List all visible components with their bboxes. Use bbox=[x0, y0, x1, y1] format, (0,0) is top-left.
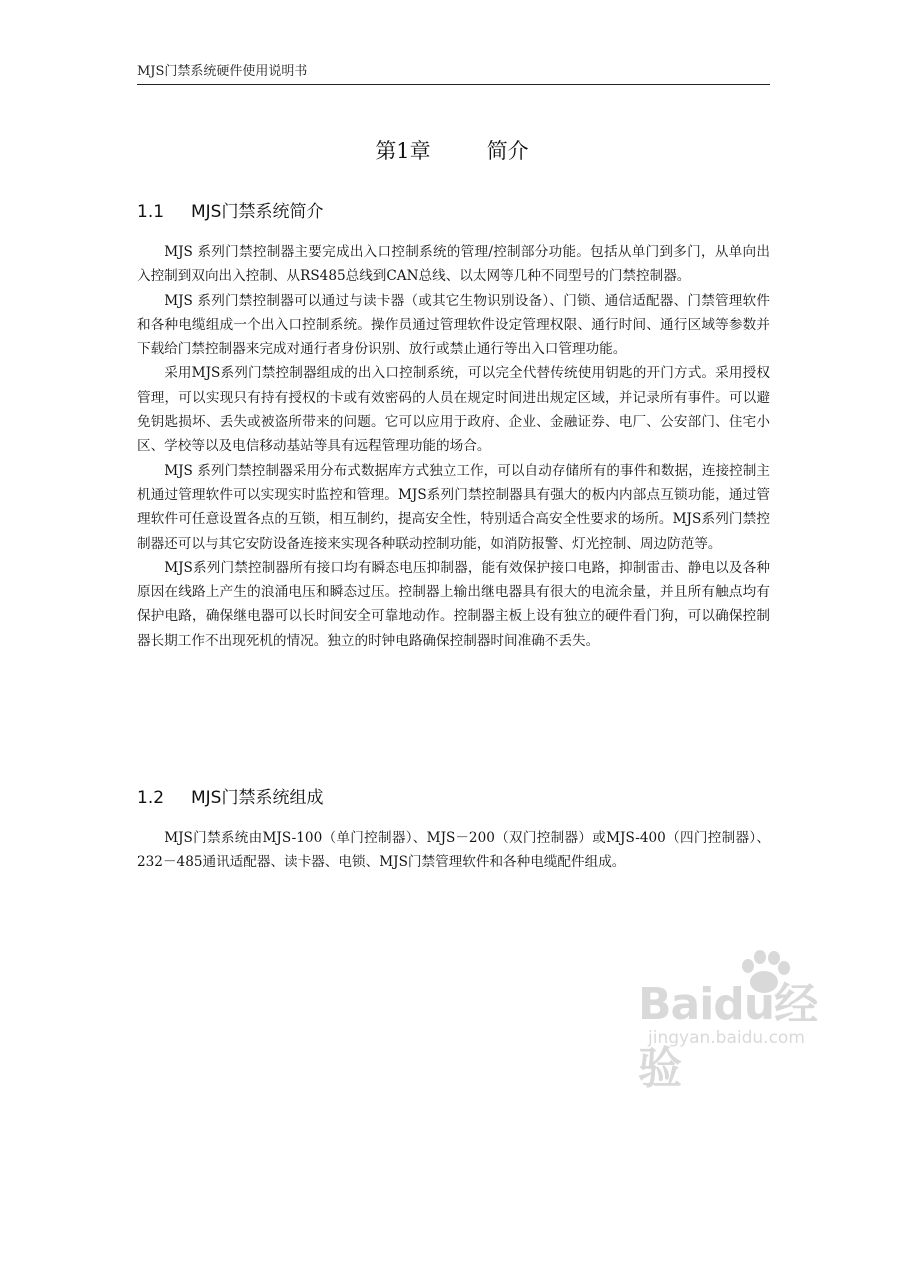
paragraph: MJS 系列门禁控制器主要完成出入口控制系统的管理/控制部分功能。包括从单门到多门，从单向出入控制到双向出入控制、从RS485总线到CAN总线、以太网等几种不同型号的门禁控制器。 bbox=[137, 244, 770, 285]
running-header: MJS门禁系统硬件使用说明书 bbox=[137, 64, 308, 79]
section-number: 1.1 bbox=[137, 202, 165, 222]
section-heading-1-1 bbox=[137, 200, 777, 224]
paragraph: MJS 系列门禁控制器采用分布式数据库方式独立工作，可以自动存储所有的事件和数据，连接控制主机通过管理软件可以实现实时监控和管理。MJS系列门禁控制器具有强大的板内内部点互锁功能，通过管理软件可任意设置各点的互锁，相互制约，提高安全性，特别适合高安全性要求的场所。MJS系列门禁控制器还可以与其它安防设备连接来实现各种联动控制功能，如消防报警、灯光控制、周边防范等。 bbox=[137, 462, 770, 552]
section-number: 1.2 bbox=[137, 788, 165, 808]
baidu-watermark bbox=[638, 948, 848, 1094]
section-1-1-body bbox=[137, 240, 770, 653]
watermark-logo: Baidu经验 bbox=[638, 979, 818, 1094]
section-title: MJS门禁系统简介 bbox=[191, 202, 324, 222]
paragraph: 采用MJS系列门禁控制器组成的出入口控制系统，可以完全代替传统使用钥匙的开门方式。采用授权管理，可以实现只有持有授权的卡或有效密码的人员在规定时间进出规定区域，并记录所有事件。可以避免钥匙损坏、丢失或被盗所带来的问题。它可以应用于政府、企业、金融证券、电厂、公安部门、住宅小区、学校等以及电信移动基站等具有远程管理功能的场合。 bbox=[137, 365, 770, 455]
header-rule bbox=[137, 84, 770, 85]
chapter-title: 简介 bbox=[486, 139, 529, 163]
watermark-url: jingyan.baidu.com bbox=[648, 1028, 805, 1048]
chapter-heading bbox=[0, 137, 904, 165]
section-title: MJS门禁系统组成 bbox=[191, 788, 324, 808]
chapter-number: 第1章 bbox=[375, 139, 431, 163]
paragraph: MJS系列门禁控制器所有接口均有瞬态电压抑制器，能有效保护接口电路，抑制雷击、静电以及各种原因在线路上产生的浪涌电压和瞬态过压。控制器上输出继电器具有很大的电流余量，并且所有触点均有保护电路，确保继电器可以长时间安全可靠地动作。控制器主板上设有独立的硬件看门狗，可以确保控制器长期工作不出现死机的情况。独立的时钟电路确保控制器时间准确不丢失。 bbox=[137, 559, 770, 649]
section-heading-1-2 bbox=[137, 786, 777, 810]
paragraph: MJS 系列门禁控制器可以通过与读卡器（或其它生物识别设备）、门锁、通信适配器、门禁管理软件和各种电缆组成一个出入口控制系统。操作员通过管理软件设定管理权限、通行时间、通行区域等参数并下载给门禁控制器来完成对通行者身份识别、放行或禁止通行等出入口管理功能。 bbox=[137, 292, 770, 358]
section-1-2-body bbox=[137, 826, 770, 875]
paragraph: MJS门禁系统由MJS-100（单门控制器）、MJS－200（双门控制器）或MJS-400（四门控制器）、232－485通讯适配器、读卡器、电锁、MJS门禁管理软件和各种电缆配件组成。 bbox=[137, 830, 770, 871]
